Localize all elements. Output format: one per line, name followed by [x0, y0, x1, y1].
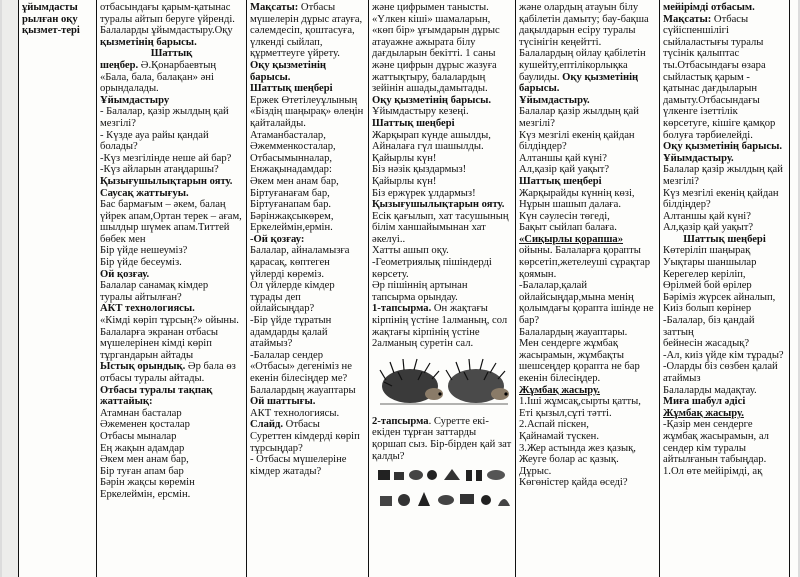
text-line: Ал,қазір қай уақыт? — [663, 222, 754, 234]
text-line: Бәрінжақсыкөрем, — [250, 210, 334, 222]
text-line: Мен сендерге жұмбақ жасырамын, жұмбақты шешсеңдер қорапта не бар екенін білесіңдер. — [519, 338, 640, 384]
text-line: -Күз мезгілінде неше ай бар? — [100, 152, 232, 164]
lesson-column-1 — [97, 0, 247, 577]
text-line: Ұйымдастыру — [100, 94, 170, 106]
text-line: Миға шабул әдісі — [663, 396, 746, 408]
text-line: -Күз айларын атаңдаршы? — [100, 164, 219, 176]
text-line: шеңбер. Ә.Қонарбаевтың «Бала, бала, балақан» әні орындалады. — [100, 59, 217, 95]
text-line: Күз мезгілі екенің қайдан білдіңдер? — [519, 129, 635, 153]
text-line: Оқу қызметінің барысы. — [663, 141, 783, 153]
text-line: бейнесін жасадық? — [663, 338, 750, 350]
text-line: -Балалар сендер «Отбасы» дегеніміз не екенін білесіңдер ме? — [250, 349, 352, 384]
text-line: Уықтары шаншылар — [663, 257, 757, 269]
text-line: Балалар санамақ кімдер туралы айтылған? — [100, 280, 209, 303]
text-line: Балалар, айналамызға қарасақ, көптеген үйлерді көреміз. — [250, 245, 350, 280]
text-line: -Бір үйде тұратын адамдарды қалай атаймыз? — [250, 315, 332, 350]
text-line: Шаттық — [150, 48, 193, 60]
text-line: Бас бармағым – әкем, балаң үйрек апам,Ортан терек – ағам, шылдыр шүмек апам.Титтей бөбек мен — [100, 199, 242, 245]
text-line: Біртуғанағам бар, — [250, 187, 330, 199]
paired-objects-image — [374, 466, 514, 516]
text-line: - Балалар, қазір жылдың қай мезгілі? — [100, 106, 229, 129]
text-line: Күз мезгілі екенің қайдан білдіңдер? — [663, 187, 779, 211]
text-line: Өрілмей бой өрілер — [663, 280, 752, 292]
hedgehogs-image — [376, 356, 512, 408]
text-line: 1.Іші жұмсақ,сырты қатты, — [519, 396, 641, 408]
text-line: кушейту,ептілікорлықка баулиды. Оқу қызметінің барысы. — [519, 59, 639, 95]
text-line: Мақсаты: Отбасы мүшелерін дұрыс атауға, сәлемдесіп, қоштасуға, үлкенді сыйлап, құрметтеуге үйрету. — [250, 2, 363, 60]
text-line: Жарқырайды күннің көзі, — [519, 187, 635, 199]
text-line: Суреттен кімдерді көріп тұрсыңдар? — [250, 430, 360, 454]
text-line: Әкем мен анам бар, — [100, 454, 189, 466]
text-line: Ой қозғау. — [100, 268, 150, 280]
text-line: Саусақ жаттығуы. — [100, 187, 189, 199]
text-line: Көгөністер қайда өседі? — [519, 477, 628, 489]
text-line: Шаттық шеңбері — [250, 83, 333, 95]
text-line: -Ой қозғау: — [250, 233, 305, 245]
text-line: Қайырлы күн! — [372, 152, 437, 164]
text-line: Алтаншы қай күні? — [519, 152, 607, 164]
text-line: және цифрымен танысты. — [372, 2, 489, 13]
text-line: «Сиқырлы қорапша» ойыны. Балаларға қорапты көрсетіп,жетелеуші сұрақтар қоямын. — [519, 233, 651, 280]
text-line: -Ал, киіз үйде кім тұрады? — [663, 349, 784, 361]
text-line: және олардың атауын білу қабілетін дамыту; бау-бақша дақылдарын есіру туралы түсінігін кеңейтті. Балалардың ойлау қабілетін — [519, 2, 649, 60]
text-line: «Үлкен кіші» шамаларын, «көп бір» ұғымдарын дұрыс атауажне ажырата білу дағдыларын бекітті. 1 саны және цифрын дұрыс жазуға жаттықтыру, балалардың зейінін ашады,дамытады. — [372, 13, 500, 95]
text-line: Жеуге болар ас қазық. — [519, 454, 619, 466]
text-line: Жұмбақ жасыру. — [519, 384, 600, 396]
text-line: Еті қызыл,сұті тәтті. — [519, 407, 612, 419]
column-3-text-top — [372, 2, 512, 350]
text-line: Атамнан басталар — [100, 407, 182, 419]
text-line: Шаттық шеңбері — [683, 233, 766, 245]
text-line: 2-тапсырма. Суретте екі-екіден тұрған заттарды қоршап сыз. Бір-бірден қай зат қалды? — [372, 415, 512, 462]
text-line: Енжақынадамдар: — [250, 164, 332, 176]
text-line: Бәрімiз жүрсек айналып, — [663, 291, 776, 303]
text-line: Көтеріліп шаңырақ — [663, 245, 751, 257]
text-line: Қайнамай түскен. — [519, 430, 599, 442]
text-line: Бір үйде бесеуміз. — [100, 257, 182, 269]
text-line: Хатты ашып оқу. — [372, 245, 449, 257]
text-line: - Күзде ауа райы қандай болады? — [100, 129, 209, 153]
text-line: Ең жақын адамдар — [100, 442, 185, 454]
text-line: Оқу қызметінің барысы. — [372, 94, 492, 106]
document-page — [2, 0, 798, 577]
text-line: Жұмбақ жасыру. — [663, 407, 744, 419]
text-line: Күн сәулесін төгеді, — [519, 210, 610, 222]
text-line: Балалар қазір жылдың қай мезгілі? — [663, 164, 783, 187]
text-line: Әжеменен қосталар — [100, 419, 190, 431]
text-line: АКТ технологиясы. — [250, 407, 340, 419]
text-line: Шаттық шеңбері — [519, 175, 602, 187]
text-line: Қызығушылықтарын ояту. — [372, 199, 505, 211]
lesson-column-2 — [247, 0, 369, 577]
text-line: Ұйымдастыру кезеңі. — [372, 106, 469, 118]
text-line: Бәрін жақсы көремін — [100, 477, 195, 489]
text-line: Слайд. Отбасы — [250, 419, 320, 431]
row-label-column — [18, 0, 97, 577]
text-line: Ал,қазір қай уақыт? — [519, 164, 610, 176]
text-line: Біртуғанапам бар. — [250, 199, 332, 211]
text-line: Әжемменкосталар, — [250, 141, 336, 153]
text-line: Қызығушылықтарын ояту. — [100, 175, 233, 187]
text-line: Дұрыс. — [519, 465, 552, 477]
lesson-column-3 — [369, 0, 516, 577]
text-line: Бақыт сыйлап балаға. — [519, 222, 617, 234]
page-margin — [2, 0, 18, 577]
text-line: Балаларды мадақтау. — [663, 384, 757, 396]
text-line: «Кімді көріп тұрсың?» ойыны. Балаларға экранан отбасы мүшелерінен кімді көріп тұргандарын айтады — [100, 315, 239, 361]
text-line: -Оларды біз сөзбен қалай атаймыз — [663, 361, 778, 384]
text-line: Ұйымдастыру. — [519, 94, 590, 106]
text-line: Отбасымынналар, — [250, 152, 333, 164]
text-line: -Балалар, біз қандай заттың — [663, 315, 755, 338]
text-line: АКТ технологиясы. — [100, 303, 195, 315]
text-line: қызметінің барысы. — [100, 36, 197, 48]
text-line: Балалардың жауаптары. — [519, 326, 628, 338]
text-line: отбасындағы қарым-қатынас туралы айтып беруге үйренді. Балаларды ұйымдастыру.Оқу — [100, 2, 235, 37]
text-line: Шаттық шеңбері — [372, 117, 455, 129]
text-line: Қайырлы күн! — [372, 175, 437, 187]
text-line: 1-тапсырма. Он жақтағы кірпінің үстіне 1алманың, сол жақтағы кірпінің үстіне 2алманың суретін сал. — [372, 303, 508, 350]
text-line: Балалар қазір жылдың қай мезгілі? — [519, 106, 639, 129]
text-line: -Қазір мен сендерге жұмбақ жасырамын, ал сендер кім туралы айтылғанын табыңдар. — [663, 419, 769, 466]
text-line: Керегелер керіліп, — [663, 268, 746, 280]
text-line: Алтаншы қай күні? — [663, 210, 751, 222]
text-line: Отбасы мыналар — [100, 430, 177, 442]
text-line: Балалардың жауаптары — [250, 384, 356, 396]
text-line: Біз ержүрек ұлдармыз! — [372, 187, 476, 199]
text-line: Ыстық орындық. Әр бала өз отбасы туралы айтады. — [100, 361, 236, 384]
text-line: 3.Жер астында жез қазық, — [519, 442, 636, 454]
text-line: Ой шаттығы. — [250, 396, 316, 408]
text-line: Айналаға гүл шашылды. — [372, 141, 484, 153]
text-line: Еркелеймін, ерсмін. — [100, 488, 191, 500]
text-line: -Геометриялық пішіндерді көрсету. — [372, 257, 492, 280]
lesson-column-4 — [516, 0, 660, 577]
text-line: Нұрын шашып далаға. — [519, 199, 622, 211]
text-line: Бір үйде нешеуміз? — [100, 245, 188, 257]
text-line: Еркелеймін,ермін. — [250, 222, 333, 234]
lesson-column-5 — [660, 0, 790, 577]
text-line: Жарқырап күнде ашылды, — [372, 129, 491, 141]
text-line: Ержек Өтетілеуұлының «Біздің шаңырақ» өлеңін қайталайды. — [250, 94, 364, 129]
text-line: Есік қағылып, хат тасушының білім ханшайымынан хат әкелуі.. — [372, 210, 509, 245]
text-line: Киіз болып көрінер — [663, 303, 752, 315]
column-3-text-bottom — [372, 416, 512, 462]
text-line: Мақсаты: Отбасы сүйіспеншілігі сыйлаластығы туралы түсінік қалыптас ты.Отбасындағы өзара сыйластық қарым - қатынас дағдыларын дамыту.Отбасындағы үлкенге ізеттілік көрсетуге, кішіге қамқор болуға тәрбиелейді. — [663, 13, 776, 141]
text-line: 2.Аспай піскен, — [519, 419, 589, 431]
text-line: - Отбасы мүшелеріне кімдер жатады? — [250, 454, 347, 477]
text-line: Бір туған апам бар — [100, 465, 184, 477]
text-line: Әр пішіннің артынан тапсырма орындау. — [372, 280, 468, 303]
text-line: мейірімді отбасым. — [663, 2, 755, 13]
text-line: Әкем мен анам бар, — [250, 175, 339, 187]
text-line: Атаманбасталар, — [250, 129, 326, 141]
text-line: -Балалар,қалай ойлайсыңдар,мына менің қолымдағы қорапта ішінде не бар? — [519, 280, 654, 327]
text-line: Отбасы туралы тақпақ жаттайық: — [100, 384, 213, 408]
text-line: Ол үйлерде кімдер тұрады деп ойлайсыңдар? — [250, 280, 335, 315]
text-line: 1.Ол өте мейірімді, ақ — [663, 465, 763, 477]
text-line: Ұйымдастыру. — [663, 152, 734, 164]
text-line: Оқу қызметінің барысы. — [250, 59, 326, 83]
text-line: ұйымдасты рылған оқу қызмет-тері — [22, 2, 80, 37]
text-line: Біз нәзік қыздармыз! — [372, 164, 467, 176]
